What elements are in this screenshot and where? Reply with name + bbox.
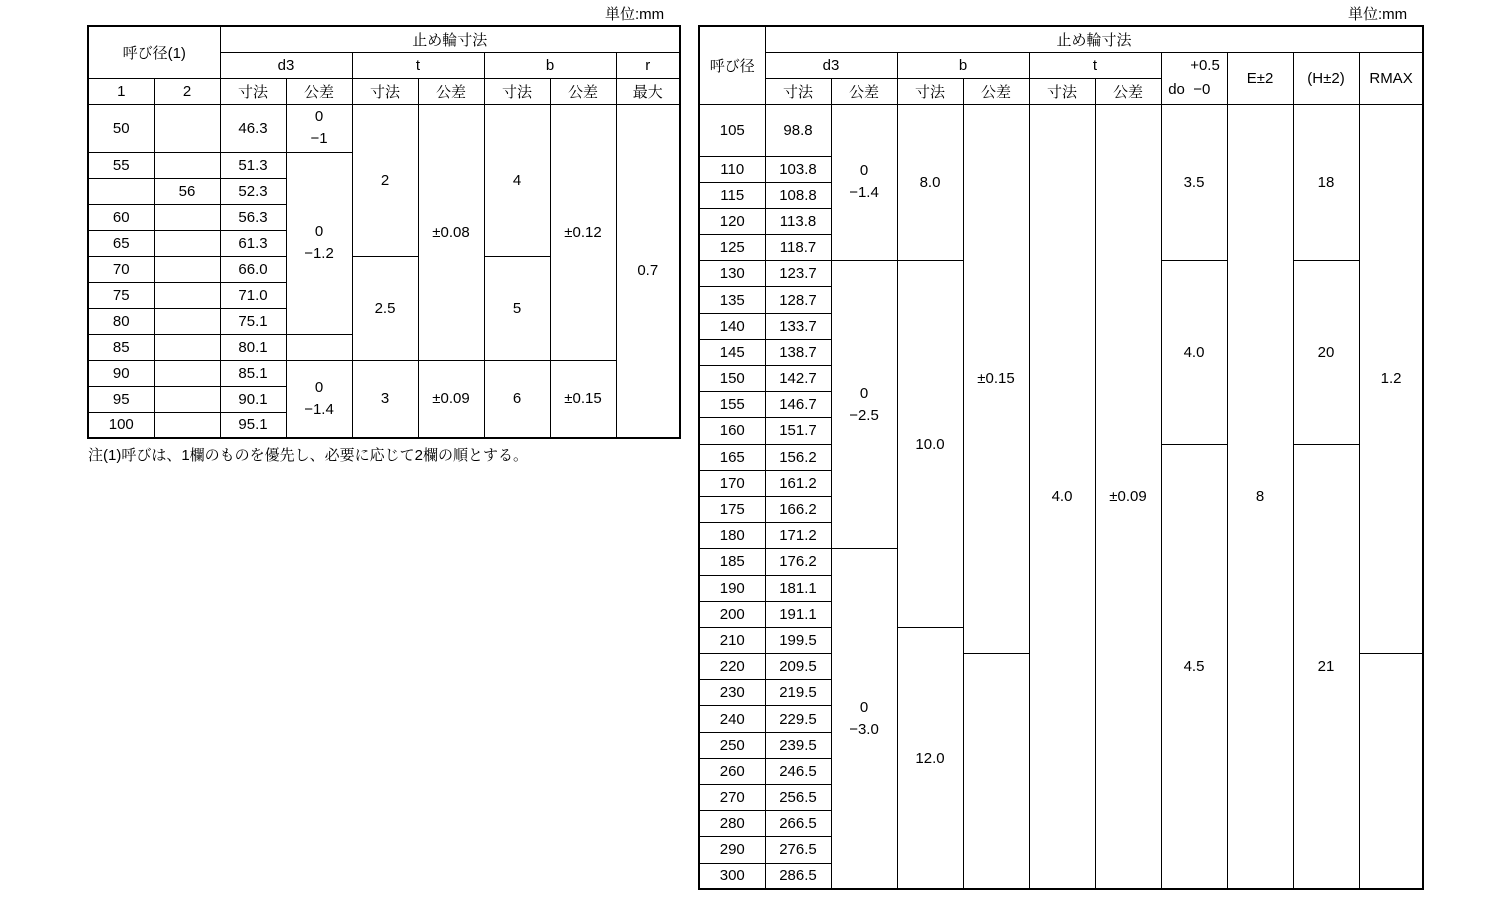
nominal: 110 xyxy=(699,156,765,182)
d3-dim: 166.2 xyxy=(765,496,831,522)
b-dim: 5 xyxy=(484,256,550,360)
nominal: 200 xyxy=(699,601,765,627)
nominal: 115 xyxy=(699,182,765,208)
d3-dim: 256.5 xyxy=(765,785,831,811)
d3-dim: 239.5 xyxy=(765,732,831,758)
t-dim: 3 xyxy=(352,360,418,438)
nominal: 270 xyxy=(699,785,765,811)
do-lower: −0 xyxy=(1193,81,1211,98)
d3-dim: 161.2 xyxy=(765,470,831,496)
header-d3: d3 xyxy=(220,52,352,78)
b-dim: 10.0 xyxy=(897,261,963,628)
header-r: r xyxy=(616,52,680,78)
nominal-1: 60 xyxy=(88,204,154,230)
d3-dim: 80.1 xyxy=(220,334,286,360)
d3-dim: 133.7 xyxy=(765,313,831,339)
d3-dim: 95.1 xyxy=(220,412,286,438)
d3-tolerance xyxy=(286,152,352,334)
d3-tolerance xyxy=(286,104,352,152)
header-b: b xyxy=(484,52,616,78)
do-upper: +0.5 xyxy=(1190,57,1220,74)
t-tolerance: ±0.09 xyxy=(1095,104,1161,889)
nominal-2 xyxy=(154,230,220,256)
b-tolerance: ±0.15 xyxy=(550,360,616,438)
header-b: b xyxy=(897,52,1029,78)
t-tolerance: ±0.09 xyxy=(418,360,484,438)
tol-upper: 0 xyxy=(314,108,324,125)
header-d3-dim: 寸法 xyxy=(765,78,831,104)
nominal: 130 xyxy=(699,261,765,287)
nominal-2 xyxy=(154,152,220,178)
header-r-max: 最大 xyxy=(616,78,680,104)
nominal-2 xyxy=(154,308,220,334)
d3-dim: 85.1 xyxy=(220,360,286,386)
table-row xyxy=(699,104,1423,156)
tol-lower: −1.4 xyxy=(304,400,334,418)
d3-dim: 66.0 xyxy=(220,256,286,282)
nominal-1 xyxy=(88,178,154,204)
nominal: 240 xyxy=(699,706,765,732)
d3-dim: 191.1 xyxy=(765,601,831,627)
header-t-tol: 公差 xyxy=(1095,78,1161,104)
b-dim: 6 xyxy=(484,360,550,438)
header-rmax: RMAX xyxy=(1359,52,1423,104)
nominal-2 xyxy=(154,256,220,282)
d3-tolerance xyxy=(831,104,897,261)
r-max: 0.7 xyxy=(616,104,680,438)
e-value: 8 xyxy=(1227,104,1293,889)
nominal: 160 xyxy=(699,418,765,444)
d3-dim: 266.5 xyxy=(765,811,831,837)
header-b-dim: 寸法 xyxy=(897,78,963,104)
d3-dim: 171.2 xyxy=(765,523,831,549)
header-h: (H±2) xyxy=(1293,52,1359,104)
tol-lower: −1 xyxy=(310,130,328,147)
t-dim: 4.0 xyxy=(1029,104,1095,889)
nominal-2 xyxy=(154,204,220,230)
retaining-ring-table-large xyxy=(698,25,1424,890)
nominal: 135 xyxy=(699,287,765,313)
nominal: 120 xyxy=(699,208,765,234)
d3-dim: 246.5 xyxy=(765,758,831,784)
d3-dim: 56.3 xyxy=(220,204,286,230)
h-value: 21 xyxy=(1293,444,1359,889)
nominal-2 xyxy=(154,386,220,412)
tol-lower: −1.2 xyxy=(304,245,334,262)
header-col-1: 1 xyxy=(88,78,154,104)
d3-dim: 209.5 xyxy=(765,654,831,680)
nominal-1: 85 xyxy=(88,334,154,360)
rmax-value: 1.2 xyxy=(1359,104,1423,654)
retaining-ring-table-small xyxy=(87,25,681,439)
nominal: 300 xyxy=(699,863,765,889)
nominal: 150 xyxy=(699,366,765,392)
d3-dim: 219.5 xyxy=(765,680,831,706)
header-b-tol: 公差 xyxy=(550,78,616,104)
header-ring-dimensions: 止め輪寸法 xyxy=(220,26,680,52)
d3-dim: 46.3 xyxy=(220,104,286,152)
tol-lower: −1.4 xyxy=(849,184,879,202)
header-e: E±2 xyxy=(1227,52,1293,104)
header-nominal-diameter: 呼び径(1) xyxy=(88,26,220,78)
d3-dim: 142.7 xyxy=(765,366,831,392)
d3-dim: 113.8 xyxy=(765,208,831,234)
h-value: 20 xyxy=(1293,261,1359,444)
nominal: 260 xyxy=(699,758,765,784)
nominal: 190 xyxy=(699,575,765,601)
nominal: 290 xyxy=(699,837,765,863)
nominal: 210 xyxy=(699,627,765,653)
header-b-dim: 寸法 xyxy=(484,78,550,104)
nominal-1: 95 xyxy=(88,386,154,412)
header-t: t xyxy=(1029,52,1161,78)
t-dim: 2.5 xyxy=(352,256,418,360)
d3-dim: 156.2 xyxy=(765,444,831,470)
nominal: 125 xyxy=(699,235,765,261)
d3-dim: 123.7 xyxy=(765,261,831,287)
d3-dim: 103.8 xyxy=(765,156,831,182)
tol-lower: −3.0 xyxy=(849,720,879,738)
b-dim: 4 xyxy=(484,104,550,256)
nominal-1: 75 xyxy=(88,282,154,308)
d3-dim: 128.7 xyxy=(765,287,831,313)
d3-dim: 276.5 xyxy=(765,837,831,863)
nominal-1: 80 xyxy=(88,308,154,334)
t-dim: 2 xyxy=(352,104,418,256)
b-dim: 8.0 xyxy=(897,104,963,261)
d3-dim: 108.8 xyxy=(765,182,831,208)
tol-upper: 0 xyxy=(859,162,869,180)
header-b-tol: 公差 xyxy=(963,78,1029,104)
b-dim: 12.0 xyxy=(897,627,963,889)
d3-dim: 229.5 xyxy=(765,706,831,732)
nominal: 145 xyxy=(699,339,765,365)
header-t: t xyxy=(352,52,484,78)
nominal-2: 56 xyxy=(154,178,220,204)
nominal-1: 70 xyxy=(88,256,154,282)
nominal: 165 xyxy=(699,444,765,470)
nominal-1: 50 xyxy=(88,104,154,152)
nominal-2 xyxy=(154,334,220,360)
d3-dim: 98.8 xyxy=(765,104,831,156)
header-d3: d3 xyxy=(765,52,897,78)
d3-dim: 71.0 xyxy=(220,282,286,308)
b-tolerance: ±0.12 xyxy=(550,104,616,360)
d3-dim: 176.2 xyxy=(765,549,831,575)
d3-tolerance xyxy=(286,360,352,438)
nominal: 105 xyxy=(699,104,765,156)
table-row xyxy=(88,360,680,386)
footnote: 注(1)呼びは、1欄のものを優先し、必要に応じて2欄の順とする。 xyxy=(88,447,529,464)
d3-dim: 75.1 xyxy=(220,308,286,334)
d3-dim: 199.5 xyxy=(765,627,831,653)
header-t-dim: 寸法 xyxy=(1029,78,1095,104)
tol-upper: 0 xyxy=(314,223,324,240)
d3-dim: 286.5 xyxy=(765,863,831,889)
d3-dim: 90.1 xyxy=(220,386,286,412)
header-t-dim: 寸法 xyxy=(352,78,418,104)
do-value: 4.0 xyxy=(1161,261,1227,444)
b-tolerance: ±0.15 xyxy=(963,104,1029,654)
nominal-2 xyxy=(154,282,220,308)
tol-lower: −2.5 xyxy=(849,406,879,424)
nominal: 185 xyxy=(699,549,765,575)
h-value: 18 xyxy=(1293,104,1359,261)
header-d3-tol: 公差 xyxy=(286,78,352,104)
nominal-1: 55 xyxy=(88,152,154,178)
nominal-2 xyxy=(154,360,220,386)
header-ring-dimensions: 止め輪寸法 xyxy=(765,26,1423,52)
nominal: 230 xyxy=(699,680,765,706)
header-do xyxy=(1161,52,1227,104)
header-d3-tol: 公差 xyxy=(831,78,897,104)
tol-upper: 0 xyxy=(859,384,869,402)
nominal: 280 xyxy=(699,811,765,837)
d3-dim: 61.3 xyxy=(220,230,286,256)
header-col-2: 2 xyxy=(154,78,220,104)
nominal-2 xyxy=(154,412,220,438)
t-tolerance: ±0.08 xyxy=(418,104,484,360)
tol-upper: 0 xyxy=(859,698,869,716)
unit-label-right: 単位:mm xyxy=(1348,6,1408,23)
nominal-1: 65 xyxy=(88,230,154,256)
header-d3-dim: 寸法 xyxy=(220,78,286,104)
unit-label-left: 単位:mm xyxy=(605,6,665,23)
header-nominal-diameter: 呼び径 xyxy=(699,26,765,104)
nominal-2 xyxy=(154,104,220,152)
do-value: 3.5 xyxy=(1161,104,1227,261)
d3-dim: 118.7 xyxy=(765,235,831,261)
tol-upper: 0 xyxy=(314,378,324,396)
nominal: 220 xyxy=(699,654,765,680)
d3-dim: 146.7 xyxy=(765,392,831,418)
nominal: 140 xyxy=(699,313,765,339)
d3-tolerance xyxy=(831,549,897,889)
nominal: 170 xyxy=(699,470,765,496)
nominal-1: 100 xyxy=(88,412,154,438)
nominal: 155 xyxy=(699,392,765,418)
nominal: 175 xyxy=(699,496,765,522)
d3-dim: 138.7 xyxy=(765,339,831,365)
nominal-1: 90 xyxy=(88,360,154,386)
d3-dim: 151.7 xyxy=(765,418,831,444)
d3-dim: 51.3 xyxy=(220,152,286,178)
do-value: 4.5 xyxy=(1161,444,1227,889)
table-row xyxy=(88,104,680,152)
d3-tolerance xyxy=(831,261,897,549)
d3-dim: 52.3 xyxy=(220,178,286,204)
d3-dim: 181.1 xyxy=(765,575,831,601)
nominal: 180 xyxy=(699,523,765,549)
header-t-tol: 公差 xyxy=(418,78,484,104)
nominal: 250 xyxy=(699,732,765,758)
do-label: do xyxy=(1168,81,1185,98)
